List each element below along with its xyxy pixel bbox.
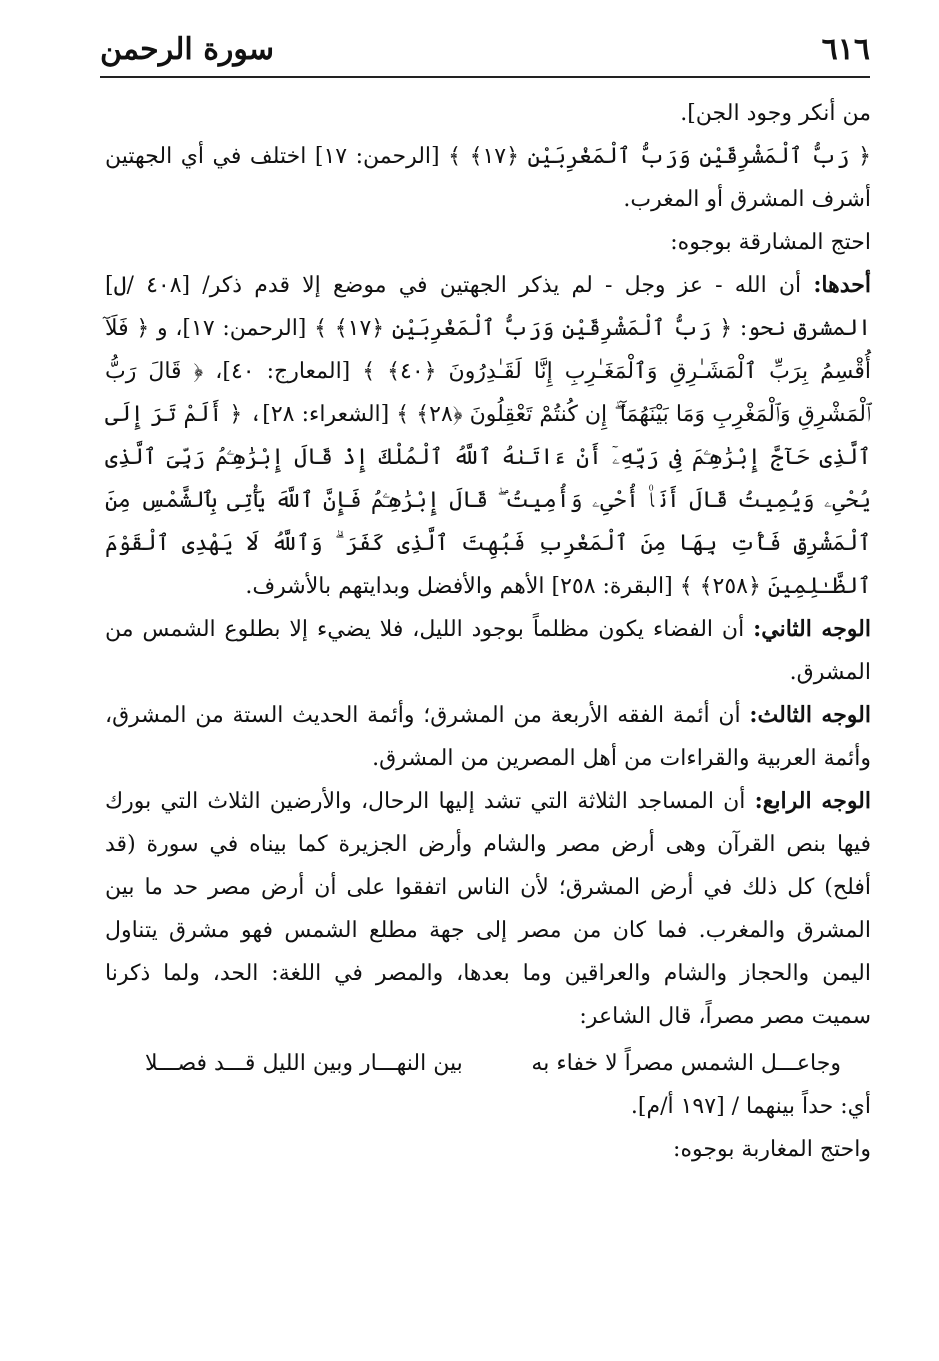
paragraph-7 xyxy=(105,780,871,1038)
paragraph-6-label: الوجه الثالث: xyxy=(749,702,871,728)
paragraph-5-label: الوجه الثاني: xyxy=(753,616,871,642)
paragraph-7-text: أن المساجد الثلاثة التي تشد إليها الرحال، والأرضين الثلاث التي بورك فيها بنص القرآن وهى أرض مصر والشام وأرض الجزيرة كما بيناه في سورة (قد أفلح) كل ذلك في أرض المشرق؛ لأن الناس اتفقوا على أن أرض مصر حد ما بين المشرق والمغرب. فما كان من مصر إلى جهة مطلع الشمس فهو مشرق يتناول اليمن والحجاز والشام والعراقين وما بعدها، والمصر في اللغة: الحد، ولما ذكرنا سميت مصر مصراً، قال الشاعر: xyxy=(105,789,871,1029)
paragraph-7-label: الوجه الرابع: xyxy=(754,788,871,814)
surah-title: سورة الرحمن xyxy=(100,32,275,67)
paragraph-4 xyxy=(105,264,871,608)
poem-second-hemistich: بين النهـــار وبين الليل قـــد فصـــلا xyxy=(145,1051,463,1076)
paragraph-2: ﴿ رَبُّ ٱلْمَشْرِقَيْنِ وَرَبُّ ٱلْمَغْرِبَيْنِ ﴿١٧﴾ ﴾ [الرحمن: ١٧] اختلف في أي الجهتين أشرف المشرق أو المغرب. xyxy=(105,144,871,212)
paragraph-6 xyxy=(105,694,871,780)
poem-first-hemistich: وجاعـــل الشمس مصراً لا خفاء به xyxy=(531,1051,841,1076)
page-body xyxy=(105,92,871,1171)
paragraph-5 xyxy=(105,608,871,694)
paragraph-4-label: أحدها: xyxy=(813,272,871,298)
paragraph-1: من أنكر وجود الجن]. xyxy=(680,101,871,126)
paragraph-8: أي: حداً بينهما / [١٩٧ أ/م]. xyxy=(630,1094,871,1119)
paragraph-3: احتج المشارقة بوجوه: xyxy=(670,230,871,255)
paragraph-9: واحتج المغاربة بوجوه: xyxy=(673,1137,871,1162)
paragraph-6-text: أن أئمة الفقه الأربعة من المشرق؛ وأئمة الحديث الستة من المشرق، وأئمة العربية والقراءات من أهل المصرين من المشرق. xyxy=(105,703,871,771)
page-header xyxy=(100,28,870,78)
paragraph-5-text: أن الفضاء يكون مظلماً بوجود الليل، فلا يضيء إلا بطلوع الشمس من المشرق. xyxy=(105,617,871,685)
page-number: ٦١٦ xyxy=(821,32,870,67)
paragraph-4-text: أن الله - عز وجل - لم يذكر الجهتين في موضع إلا قدم ذكر/ [٤٠٨ /ل] المشرق نحو: ﴿ رَبُّ ٱلْمَشْرِقَيْنِ وَرَبُّ ٱلْمَغْرِبَيْنِ ﴿١٧﴾ ﴾ [الرحمن: ١٧]، و ﴿ فَلَآ أُقْسِمُ بِرَبِّ ٱلْمَشَـٰرِقِ وَٱلْمَغَـٰرِبِ إِنَّا لَقَـٰدِرُونَ ﴿٤٠﴾ ﴾ [المعارج: ٤٠]، ﴿ قَالَ رَبُّ ٱلْمَشْرِقِ وَٱلْمَغْرِبِ وَمَا بَيْنَهُمَآ ۖ إِن كُنتُمْ تَعْقِلُونَ ﴿٢٨﴾ ﴾ [الشعراء: ٢٨]، ﴿ أَلَمْ تَرَ إِلَى ٱلَّذِى حَآجَّ إِبْرَٰهِـۧمَ فِى رَبِّهِۦٓ أَنْ ءَاتَىٰهُ ٱللَّهُ ٱلْمُلْكَ إِذْ قَالَ إِبْرَٰهِـۧمُ رَبِّىَ ٱلَّذِى يُحْىِۦ وَيُمِيتُ قَالَ أَنَا۠ أُحْىِۦ وَأُمِيتُ ۖ قَالَ إِبْرَٰهِـۧمُ فَإِنَّ ٱللَّهَ يَأْتِى بِٱلشَّمْسِ مِنَ ٱلْمَشْرِقِ فَأْتِ بِهَا مِنَ ٱلْمَغْرِبِ فَبُهِتَ ٱلَّذِى كَفَرَ ۗ وَٱللَّهُ لَا يَهْدِى ٱلْقَوْمَ ٱلظَّـٰلِمِينَ ﴿٢٥٨﴾ ﴾ [البقرة: ٢٥٨] الأهم والأفضل وبدايتهم بالأشرف. xyxy=(105,273,872,599)
poem-verse xyxy=(145,1042,841,1085)
